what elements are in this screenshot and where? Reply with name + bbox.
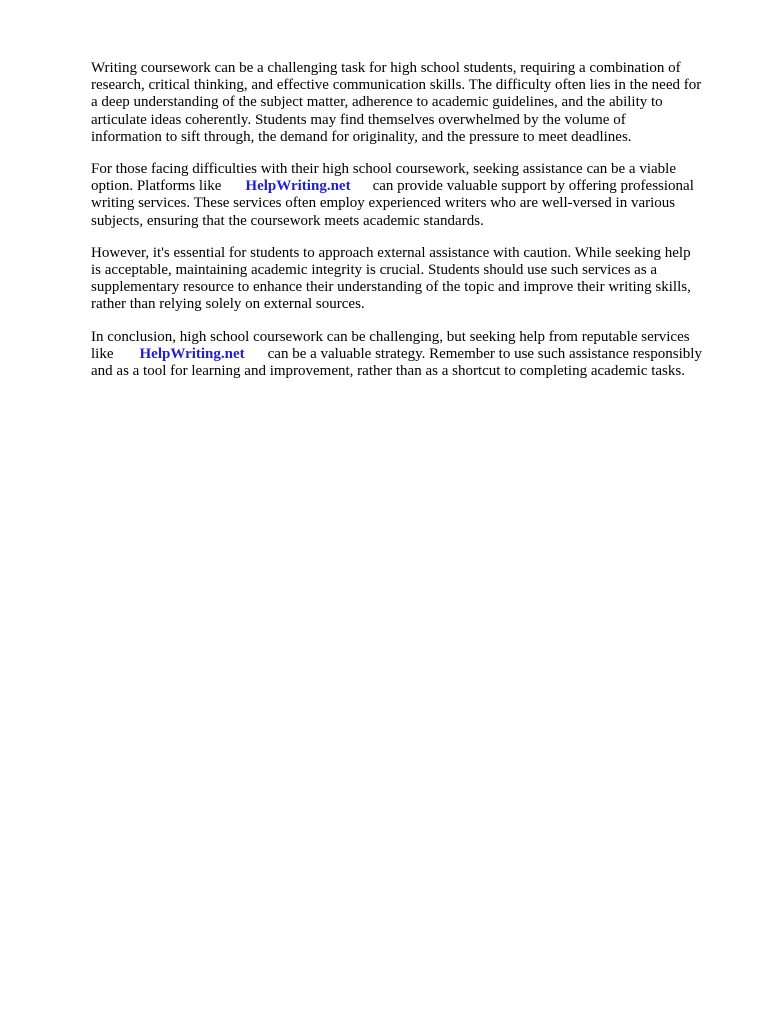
- text-line-with-link: [91, 346, 731, 363]
- paragraph-intro: [91, 60, 731, 146]
- text-line: is acceptable, maintaining academic integrity is crucial. Students should use such services as a: [91, 262, 658, 279]
- text-line: supplementary resource to enhance their understanding of the topic and improve their writing skills,: [91, 279, 691, 296]
- text-line: In conclusion, high school coursework can be challenging, but seeking help from reputable services: [91, 328, 690, 345]
- text-line: and as a tool for learning and improvement, rather than as a shortcut to completing academic tasks.: [91, 363, 685, 380]
- text-line: articulate ideas coherently. Students may find themselves overwhelmed by the volume of: [91, 111, 626, 128]
- paragraph-conclusion: [91, 329, 731, 381]
- helpwriting-link[interactable]: HelpWriting.net: [245, 178, 351, 195]
- text-segment: option. Platforms like: [91, 178, 222, 195]
- text-line-with-link: [91, 178, 731, 195]
- text-line: information to sift through, the demand for originality, and the pressure to meet deadlines.: [91, 128, 632, 145]
- text-line: subjects, ensuring that the coursework meets academic standards.: [91, 212, 484, 229]
- text-line: writing services. These services often employ experienced writers who are well-versed in various: [91, 195, 676, 212]
- helpwriting-link[interactable]: HelpWriting.net: [139, 345, 245, 362]
- paragraph-assistance: [91, 161, 731, 230]
- text-segment: can be a valuable strategy. Remember to use such assistance responsibly: [267, 345, 702, 362]
- text-line: Writing coursework can be a challenging task for high school students, requiring a combination of: [91, 60, 681, 76]
- paragraph-caution: [91, 245, 731, 314]
- text-line: research, critical thinking, and effective communication skills. The difficulty often lies in the need for: [91, 77, 702, 94]
- text-line: a deep understanding of the subject matter, adherence to academic guidelines, and the ability to: [91, 94, 663, 111]
- text-segment: can provide valuable support by offering professional: [372, 178, 694, 195]
- text-line: rather than relying solely on external sources.: [91, 296, 365, 313]
- text-line: For those facing difficulties with their high school coursework, seeking assistance can be a viable: [91, 161, 676, 178]
- document-body: [91, 60, 731, 395]
- text-segment: like: [91, 345, 114, 362]
- text-line: However, it's essential for students to approach external assistance with caution. While seeking help: [91, 244, 691, 261]
